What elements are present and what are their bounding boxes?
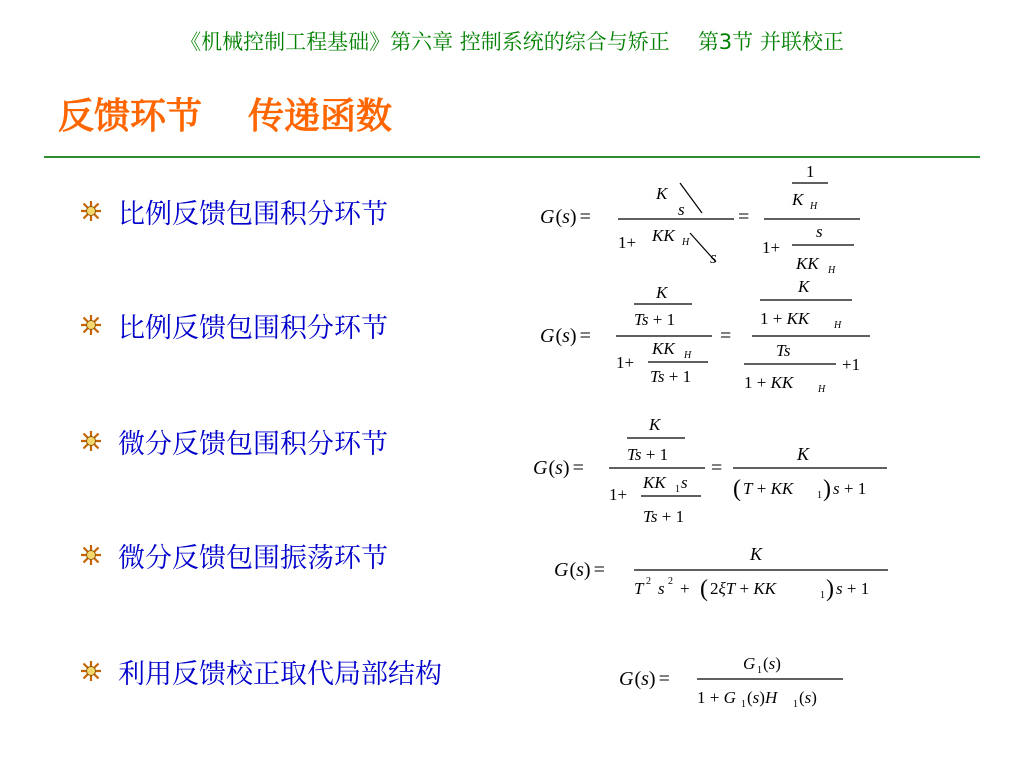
svg-text:G(s)=: G(s) = — [540, 206, 591, 228]
svg-text:(s): (s) — [763, 654, 781, 673]
svg-text:K: K — [798, 278, 810, 296]
svg-text:H: H — [684, 350, 692, 361]
svg-text:2: 2 — [668, 576, 673, 587]
svg-text:Ts + 1: Ts + 1 — [650, 367, 692, 386]
svg-text:KK: KK — [652, 339, 675, 358]
sparkle-bullet-icon — [80, 200, 102, 222]
svg-text:H: H — [682, 237, 690, 248]
svg-text:1: 1 — [675, 484, 680, 495]
item-label: 利用反馈校正取代局部结构 — [118, 658, 442, 690]
slide-header — [0, 26, 1024, 56]
svg-text:KK: KK — [643, 473, 666, 492]
svg-text:1+: 1+ — [609, 485, 628, 504]
course-title: 《机械控制工程基础》第六章 控制系统的综合与矫正 — [180, 30, 670, 54]
svg-text:+1: +1 — [842, 355, 861, 374]
svg-text:1: 1 — [820, 590, 825, 601]
svg-text:1+: 1+ — [618, 233, 637, 252]
svg-text:1: 1 — [793, 699, 798, 710]
svg-text:1 + G: 1 + G — [697, 688, 736, 707]
svg-text:1 + KK: 1 + KK — [744, 373, 794, 392]
svg-text:K: K — [649, 415, 661, 434]
svg-text:s: s — [710, 248, 717, 267]
svg-text:(: ( — [733, 476, 741, 502]
svg-text:1: 1 — [741, 699, 746, 710]
svg-text:T: T — [634, 579, 644, 598]
list-item — [80, 653, 442, 689]
svg-text:K: K — [656, 184, 668, 203]
formula-3 — [525, 410, 895, 535]
sparkle-bullet-icon — [80, 430, 102, 452]
list-item — [80, 423, 388, 459]
svg-text:1+: 1+ — [616, 353, 635, 372]
formula-2 — [530, 278, 880, 403]
svg-text:+: + — [680, 579, 690, 598]
svg-text:H: H — [828, 265, 836, 276]
svg-text:Ts + 1: Ts + 1 — [627, 445, 669, 464]
svg-text:(s): (s) — [799, 688, 817, 707]
svg-text:s: s — [681, 473, 688, 492]
svg-text:T + KK: T + KK — [743, 479, 794, 498]
svg-text:1: 1 — [806, 162, 815, 181]
svg-text:(s)H: (s)H — [747, 688, 778, 707]
svg-text:Ts + 1: Ts + 1 — [643, 507, 685, 526]
svg-text:Ts + 1: Ts + 1 — [634, 310, 676, 329]
svg-text:G(s)=: G(s) = — [619, 668, 670, 690]
slide-title — [58, 88, 392, 139]
svg-text:2: 2 — [646, 576, 651, 587]
svg-text:1 + KK: 1 + KK — [760, 309, 810, 328]
svg-text:K: K — [750, 544, 763, 564]
svg-text:G(s)=: G(s) = — [533, 457, 584, 479]
svg-text:H: H — [834, 320, 842, 331]
svg-text:1: 1 — [817, 490, 822, 501]
svg-text:KK: KK — [652, 226, 675, 245]
svg-text:=: = — [711, 457, 723, 479]
svg-text:K: K — [792, 190, 804, 209]
item-label: 比例反馈包围积分环节 — [118, 312, 388, 344]
list-item — [80, 307, 388, 343]
svg-text:2ξT + KK: 2ξT + KK — [710, 579, 777, 598]
svg-text:G: G — [743, 654, 756, 673]
svg-text:KK: KK — [796, 254, 819, 273]
svg-text:H: H — [810, 201, 818, 212]
svg-text:G(s)=: G(s) = — [540, 325, 591, 347]
svg-text:): ) — [823, 476, 831, 502]
svg-text:(: ( — [700, 576, 708, 602]
formula-5 — [615, 645, 855, 715]
sparkle-bullet-icon — [80, 660, 102, 682]
svg-text:=: = — [738, 206, 750, 228]
list-item — [80, 537, 388, 573]
svg-text:s: s — [678, 200, 685, 219]
formula-4 — [550, 538, 900, 608]
svg-text:K: K — [797, 444, 810, 464]
svg-text:): ) — [826, 576, 834, 602]
svg-text:1: 1 — [757, 665, 762, 676]
svg-text:H: H — [818, 384, 826, 395]
svg-text:s + 1: s + 1 — [833, 479, 867, 498]
svg-text:Ts: Ts — [776, 341, 791, 360]
svg-text:G(s)=: G(s) = — [554, 559, 605, 581]
svg-text:1+: 1+ — [762, 238, 781, 257]
section-title: 第3节 并联校正 — [697, 30, 844, 54]
item-label: 微分反馈包围积分环节 — [118, 428, 388, 460]
item-label: 微分反馈包围振荡环节 — [118, 542, 388, 574]
list-item — [80, 193, 388, 229]
sparkle-bullet-icon — [80, 544, 102, 566]
slide-title-left: 反馈环节 — [58, 96, 203, 137]
sparkle-bullet-icon — [80, 314, 102, 336]
svg-text:=: = — [720, 325, 732, 347]
svg-text:s + 1: s + 1 — [836, 579, 870, 598]
svg-text:K: K — [656, 283, 668, 302]
slide-title-right: 传递函数 — [248, 96, 393, 137]
formula-1 — [530, 155, 870, 280]
svg-text:s: s — [658, 579, 665, 598]
svg-text:s: s — [816, 222, 823, 241]
item-label: 比例反馈包围积分环节 — [118, 198, 388, 230]
